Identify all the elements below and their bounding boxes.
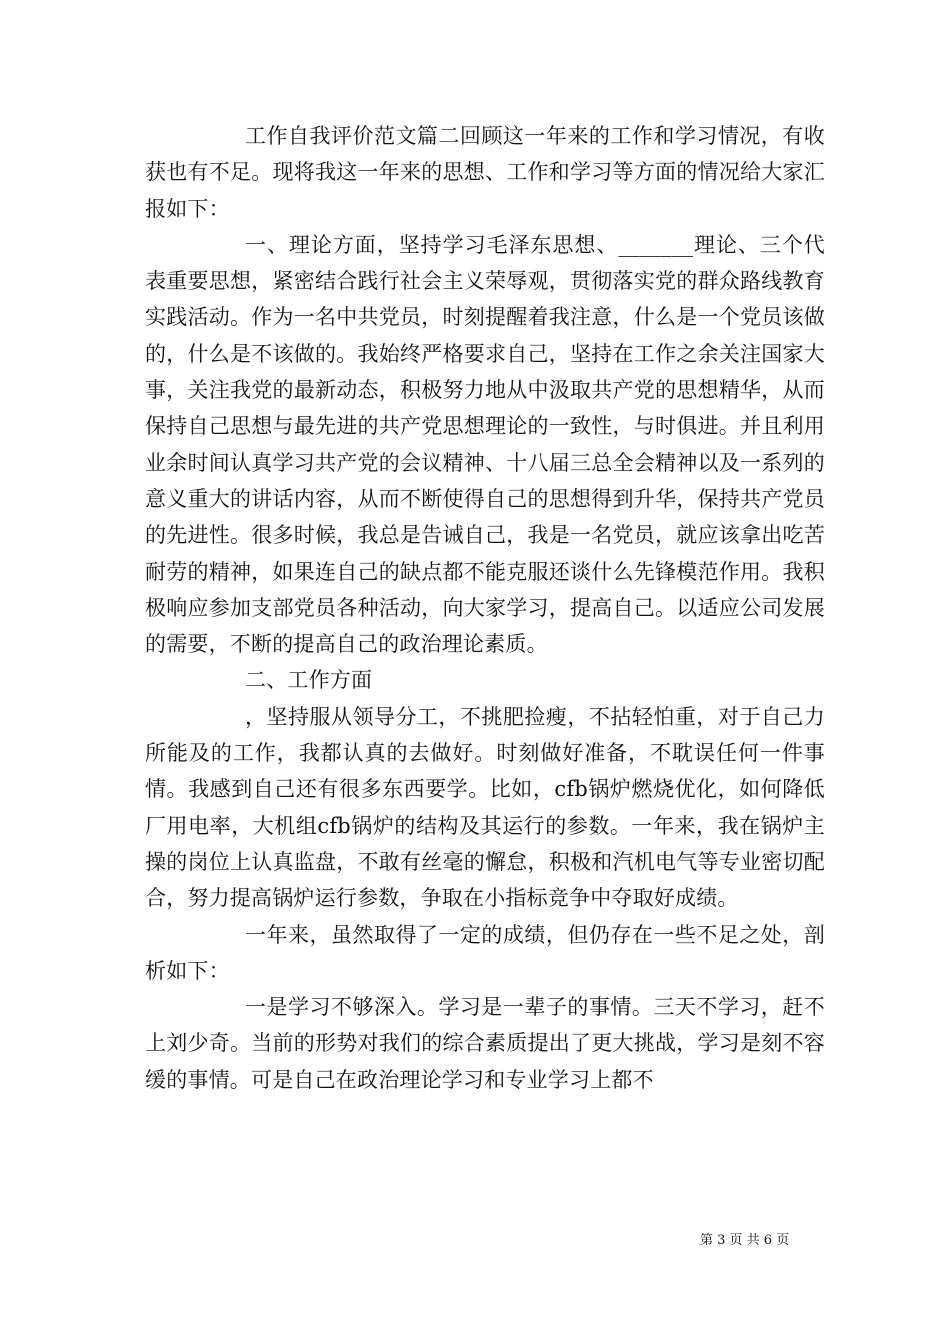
paragraph-work: ，坚持服从领导分工，不挑肥捡瘦，不拈轻怕重，对于自己力所能及的工作，我都认真的去做好。时刻做好准备，不耽误任何一件事情。我感到自己还有很多东西要学。比如，cfb锅炉燃烧优化，如何降低厂用电率，大机组cfb锅炉的结构及其运行的参数。一年来，我在锅炉主操的岗位上认真监盘，不敢有丝毫的懈怠，积极和汽机电气等专业密切配合，努力提高锅炉运行参数，争取在小指标竞争中夺取好成绩。 xyxy=(145,704,825,911)
page-number: 第 3 页 共 6 页 xyxy=(700,1233,790,1248)
paragraph-intro: 工作自我评价范文篇二回顾这一年来的工作和学习情况，有收获也有不足。现将我这一年来的思想、工作和学习等方面的情况给大家汇报如下： xyxy=(145,124,825,221)
paragraph-shortcoming-1: 一是学习不够深入。学习是一辈子的事情。三天不学习，赶不上刘少奇。当前的形势对我们的综合素质提出了更大挑战，学习是刻不容缓的事情。可是自己在政治理论学习和专业学习上都不 xyxy=(145,995,825,1092)
paragraph-theory: 一、理论方面，坚持学习毛泽东思想、_______理论、三个代表重要思想，紧密结合践行社会主义荣辱观，贯彻落实党的群众路线教育实践活动。作为一名中共党员，时刻提醒着我注意，什么是一个党员该做的，什么是不该做的。我始终严格要求自己，坚持在工作之余关注国家大事，关注我党的最新动态，积极努力地从中汲取共产党的思想精华，从而保持自己思想与最先进的共产党思想理论的一致性，与时俱进。并且利用业余时间认真学习共产党的会议精神、十八届三总全会精神以及一系列的意义重大的讲话内容，从而不断使得自己的思想得到升华，保持共产党员的先进性。很多时候，我总是告诫自己，我是一名党员，就应该拿出吃苦耐劳的精神，如果连自己的缺点都不能克服还谈什么先锋模范作用。我积极响应参加支部党员各种活动，向大家学习，提高自己。以适应公司发展的需要，不断的提高自己的政治理论素质。 xyxy=(145,232,825,657)
paragraph-summary: 一年来，虽然取得了一定的成绩，但仍存在一些不足之处，剖析如下： xyxy=(145,922,825,983)
document-body xyxy=(145,118,825,1098)
section-heading-work: 二、工作方面 xyxy=(245,668,373,693)
